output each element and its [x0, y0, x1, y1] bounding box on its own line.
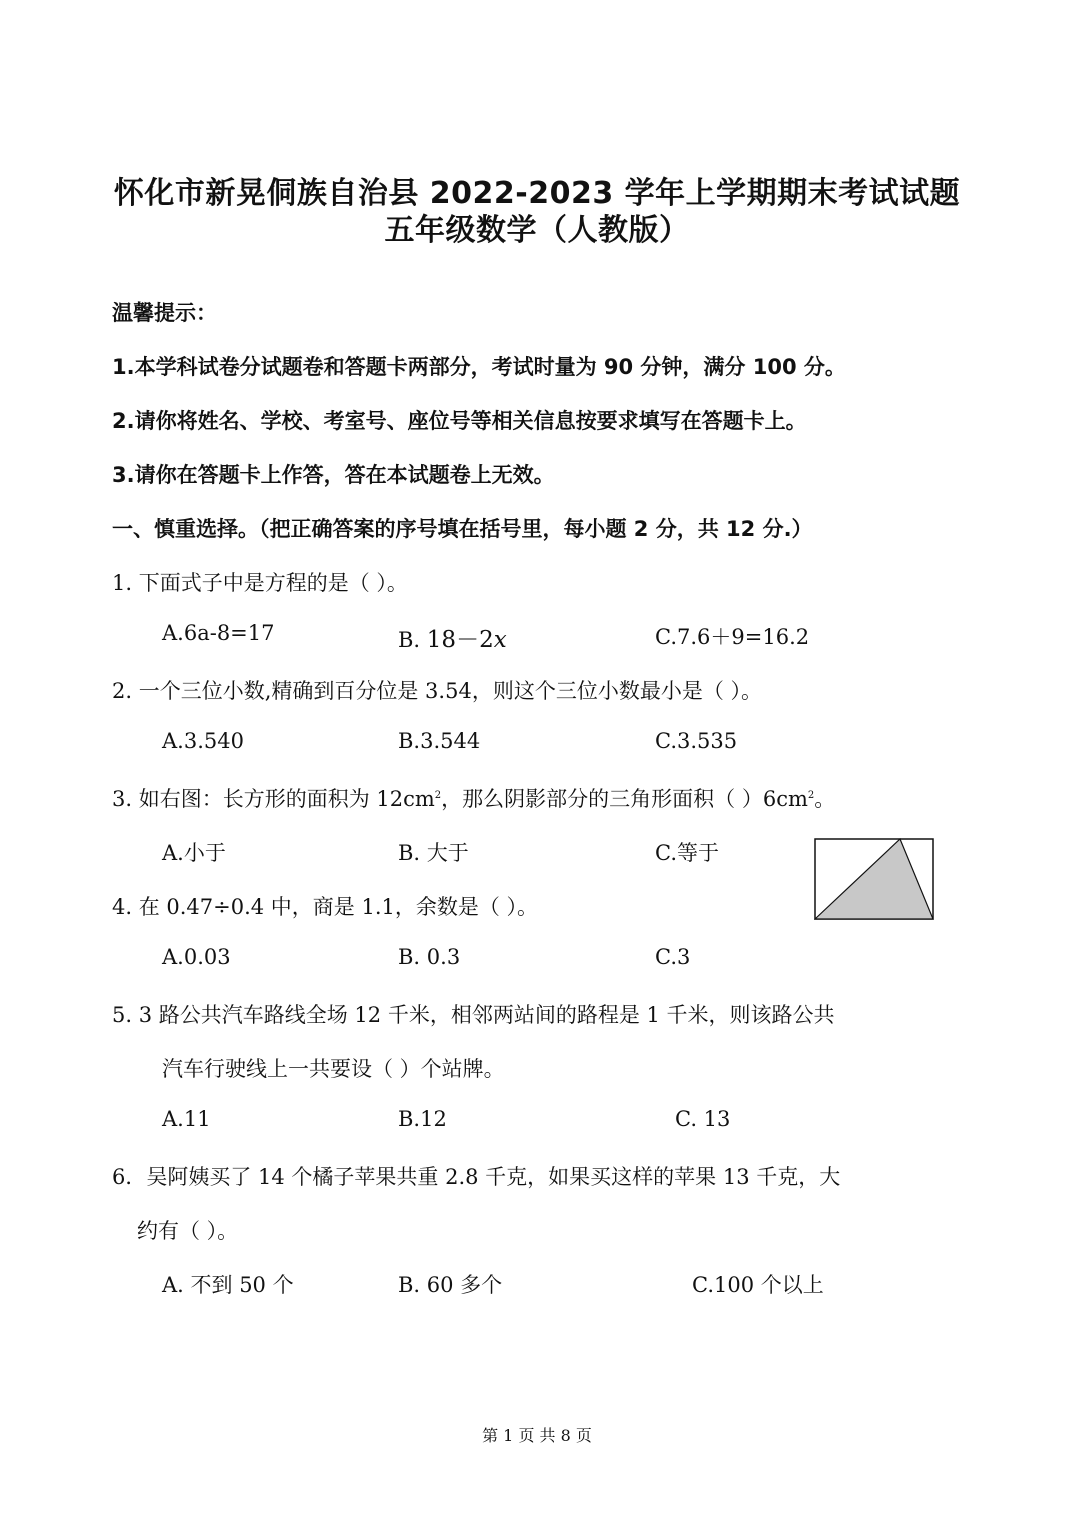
exam-subtitle: 五年级数学（人教版）: [384, 213, 690, 248]
page-number: 第 1 页 共 8 页: [482, 1426, 592, 1445]
question-4-option-c: C.3: [655, 945, 691, 969]
question-4-option-b: B. 0.3: [398, 945, 461, 969]
question-5-option-a: A.11: [162, 1107, 211, 1131]
question-2-option-c: C.3.535: [655, 729, 738, 753]
question-1-option-b: [398, 621, 507, 654]
question-3-stem-part1: 3. 如右图：长方形的面积为 12cm: [112, 787, 435, 811]
question-6-stem-line2: 约有（ ）。: [137, 1219, 239, 1243]
section-heading: 一、慎重选择。（把正确答案的序号填在括号里，每小题 2 分，共 12 分.）: [112, 517, 813, 541]
question-5-option-c: C. 13: [675, 1107, 731, 1131]
question-2-stem: 2. 一个三位小数,精确到百分位是 3.54，则这个三位小数最小是（ ）。: [112, 679, 762, 703]
question-1-option-b-number: 18－2: [426, 627, 494, 653]
notice-item-2: 2.请你将姓名、学校、考室号、座位号等相关信息按要求填写在答题卡上。: [112, 409, 807, 433]
notice-item-3: 3.请你在答题卡上作答，答在本试题卷上无效。: [112, 463, 555, 487]
question-1-option-c: C.7.6＋9=16.2: [655, 625, 810, 649]
question-3-stem-part3: 。: [814, 787, 836, 811]
question-5-option-b: B.12: [398, 1107, 447, 1131]
question-1-option-b-expr: [427, 627, 507, 653]
question-5-stem-line1: 5. 3 路公共汽车路线全场 12 千米，相邻两站间的路程是 1 千米，则该路公共: [112, 1003, 835, 1027]
question-6-option-b: B. 60 多个: [398, 1273, 503, 1297]
question-1-option-b-variable: x: [493, 627, 507, 653]
question-3-sup-1: 2: [434, 790, 442, 801]
question-3-option-c: C.等于: [655, 841, 719, 865]
exam-title: 怀化市新晃侗族自治县 2022-2023 学年上学期期末考试试题: [113, 176, 961, 211]
question-2-option-a: A.3.540: [162, 729, 244, 753]
question-2-option-b: B.3.544: [398, 729, 481, 753]
question-3-sup-2: 2: [807, 790, 815, 801]
question-1-stem: 1. 下面式子中是方程的是（ ）。: [112, 571, 408, 595]
question-4-option-a: A.0.03: [162, 945, 231, 969]
rectangle-triangle-figure: [814, 838, 934, 920]
question-4-stem: 4. 在 0.47÷0.4 中，商是 1.1，余数是（ ）。: [112, 895, 539, 919]
question-6-option-c: C.100 个以上: [692, 1273, 824, 1297]
question-1-option-b-label: B.: [398, 628, 421, 652]
question-1-option-a: A.6a-8=17: [162, 621, 275, 645]
question-6-option-a: A. 不到 50 个: [162, 1273, 294, 1297]
question-3-option-a: A.小于: [162, 841, 226, 865]
notice-heading: 温馨提示：: [112, 301, 217, 325]
question-3-option-b: B. 大于: [398, 841, 469, 865]
question-3-stem: [112, 783, 835, 813]
question-6-stem-line1: 6．吴阿姨买了 14 个橘子苹果共重 2.8 千克，如果买这样的苹果 13 千克，大: [112, 1165, 841, 1189]
question-3-stem-part2: ，那么阴影部分的三角形面积（ ）6cm: [441, 787, 808, 811]
notice-item-1: 1.本学科试卷分试题卷和答题卡两部分，考试时量为 90 分钟，满分 100 分。: [112, 355, 846, 379]
question-5-stem-line2: 汽车行驶线上一共要设（ ）个站牌。: [162, 1057, 505, 1081]
